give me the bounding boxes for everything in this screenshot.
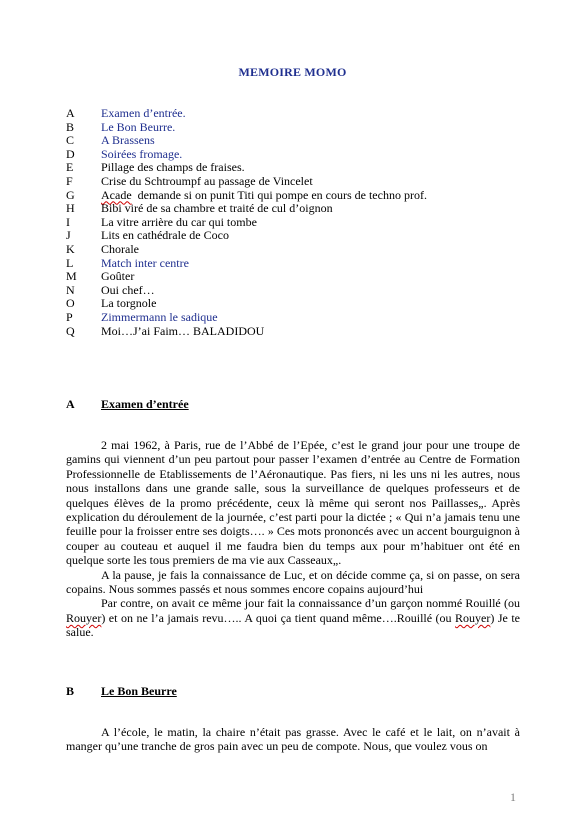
toc-letter: D xyxy=(66,146,75,161)
section-a-body xyxy=(66,438,520,640)
toc-letter: L xyxy=(66,255,74,270)
toc-label: Le Bon Beurre. xyxy=(101,119,176,134)
toc-letter: K xyxy=(66,241,75,256)
toc-item xyxy=(66,243,546,257)
toc-item xyxy=(66,311,546,325)
toc-label: Acade demande si on punit Titi qui pompe en cours de techno prof. xyxy=(101,187,427,202)
toc-item xyxy=(66,134,546,148)
toc-item xyxy=(66,284,546,298)
toc-letter: E xyxy=(66,160,74,175)
toc-label: A Brassens xyxy=(101,133,155,148)
toc-item xyxy=(66,175,546,189)
section-letter: B xyxy=(66,684,75,698)
paragraph: Par contre, on avait ce même jour fait la connaissance d’un garçon nommé Rouillé (ou Rouyer) et on ne l’a jamais revu….. A quoi ça tient quand même….Rouillé (ou Rouyer) Je te salue. xyxy=(66,596,520,640)
toc-letter: N xyxy=(66,282,75,297)
toc-item xyxy=(66,325,546,339)
toc-letter: G xyxy=(66,187,75,202)
toc-item xyxy=(66,202,546,216)
toc-item xyxy=(66,257,546,271)
toc-label: La vitre arrière du car qui tombe xyxy=(101,214,257,229)
toc-item xyxy=(66,297,546,311)
toc-letter: B xyxy=(66,119,75,134)
toc-item xyxy=(66,107,546,121)
toc-letter: P xyxy=(66,309,73,324)
toc-letter: H xyxy=(66,201,75,216)
toc-label: Goûter xyxy=(101,269,135,284)
toc-label: Crise du Schtroumpf au passage de Vincelet xyxy=(101,173,313,188)
toc-item xyxy=(66,121,546,135)
document-title: MEMOIRE MOMO xyxy=(238,65,347,79)
section-a-heading xyxy=(66,397,189,412)
toc-letter: O xyxy=(66,296,75,311)
paragraph: 2 mai 1962, à Paris, rue de l’Abbé de l’Epée, c’est le grand jour pour une troupe de gamins qui viennent d’un peu partout pour passer l’examen d’entrée au Centre de Formation Professionnelle de Etablissements de l’Aéronautique. Pas fiers, ni les uns ni les autres, nous nous installons dans une grande salle, sous la surveillance de quelques professeurs et de quelques élèves de la promo précédente, ceux là même qui seront nos Paillasses„. Après explication du déroulement de la journée, c’est parti pour la dictée ; « Qui n’a jamais tenu une feuille pour la froisser entre ses doigts…. » Ces mots prononcés avec un accent bourguignon à couper au couteau et auquel il me faudra bien du temps aux pour m’habituer ont été en quelque sorte les tous premiers de ma vie aux Casseaux„. xyxy=(66,438,520,568)
section-b-body xyxy=(66,725,520,754)
toc-label: Oui chef… xyxy=(101,282,155,297)
toc-label: Examen d’entrée. xyxy=(101,106,186,120)
page-number: 1 xyxy=(510,790,516,804)
toc-letter: J xyxy=(66,228,71,243)
toc-item xyxy=(66,161,546,175)
section-title: Le Bon Beurre xyxy=(101,684,177,698)
toc-label: Soirées fromage. xyxy=(101,146,183,161)
toc-label: Moi…J’ai Faim… BALADIDOU xyxy=(101,323,265,338)
toc-letter: C xyxy=(66,133,75,148)
toc-letter: A xyxy=(66,106,75,120)
toc-item xyxy=(66,270,546,284)
toc-label: Zimmermann le sadique xyxy=(101,309,218,324)
paragraph: A la pause, je fais la connaissance de Luc, et on décide comme ça, si on passe, on sera copains. Nous sommes passés et nous sommes encore copains aujourd’hui xyxy=(66,567,520,597)
toc-label: Pillage des champs de fraises. xyxy=(101,160,245,175)
toc-label: Bibi viré de sa chambre et traité de cul d’oignon xyxy=(101,201,333,216)
toc-letter: M xyxy=(66,269,77,284)
spelling-error-mark: Rouyer xyxy=(66,610,102,625)
spelling-error-mark: Rouyer xyxy=(455,610,491,625)
toc-letter: I xyxy=(66,214,70,229)
toc-letter: F xyxy=(66,173,73,188)
spelling-error-mark: Acade xyxy=(101,187,132,202)
table-of-contents xyxy=(66,107,546,338)
section-b-heading xyxy=(66,684,177,699)
toc-label: La torgnole xyxy=(101,296,157,311)
toc-item xyxy=(66,148,546,162)
toc-item xyxy=(66,189,546,203)
toc-item xyxy=(66,216,546,230)
toc-label: Match inter centre xyxy=(101,255,189,270)
toc-letter: Q xyxy=(66,323,75,338)
toc-item xyxy=(66,229,546,243)
section-letter: A xyxy=(66,397,75,411)
section-title: Examen d’entrée xyxy=(101,397,189,411)
paragraph: A l’école, le matin, la chaire n’était pas grasse. Avec le café et le lait, on n’avait à manger qu’une tranche de gros pain avec un peu de compote. Nous, que voulez vous on xyxy=(66,725,520,754)
toc-label: Lits en cathédrale de Coco xyxy=(101,228,229,243)
toc-label: Chorale xyxy=(101,241,139,256)
